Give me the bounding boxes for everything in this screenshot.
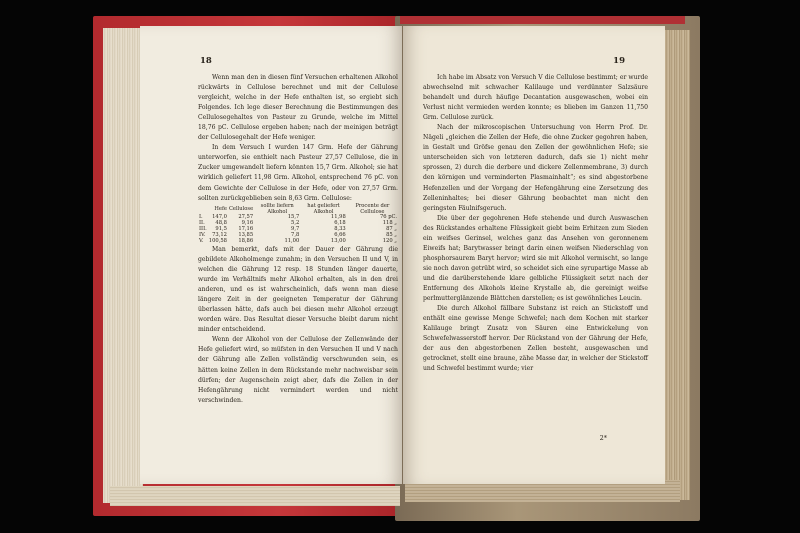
results-table (198, 204, 398, 245)
paragraph: Man bemerkt, dafs mit der Dauer der Gährung die gebildete Alkoholmenge zunahm; in den Versuchen II und V, in welchen die Gährung 12 resp. 18 Stunden länger dauerte, wurde im Verhältnifs mehr Alkohol erhalten, als in den drei anderen, und es ist wahrscheinlich, dafs wenn man diese längere Zeit in der geeigneten Temperatur der Gährung überlassen hätte, dafs auch bei diesen mehr Alkohol erzeugt worden wäre. Das Resultat dieser Versuche bleibt darum nicht minder entscheidend. (198, 245, 398, 334)
table-header: Hefe (214, 205, 227, 212)
paragraph: Wenn man den in diesen fünf Versuchen erhaltenen Alkohol rückwärts in Cellulose berechnet und mit der Cellulose vergleicht, welche in der Hefe enthalten ist, so ergiebt sich Folgendes. Ich lege dieser Berechnung die Bestimmungen des Cellulosegehaltes von Pasteur zu Grunde, welche im Mittel 18,76 pC. Cellulose ergeben haben; nach der meinigen beträgt der Cellulosegehalt der Hefe weniger. (198, 74, 398, 142)
table-header: Procente der Cellulose (355, 202, 390, 215)
table-cell: 13,00 (330, 238, 346, 245)
table-cell: 15,7 (287, 214, 300, 221)
page-number: 18 (200, 56, 212, 66)
page-edges-bottom-left (110, 486, 400, 506)
paragraph: Wenn der Alkohol von der Cellulose der Zellenwände der Hefe geliefert wird, so müfsten in den Versuchen II und V nach der Gährung alle Zellen vollständig verschwunden sein, es hätten keine Zellen in dem Rückstande mehr nachweisbar sein dürfen; der Augenschein zeigt aber, dafs die Zellen in der Hefengährung nicht vermindert werden und nicht verschwinden. (198, 336, 398, 404)
table-cell: 11,98 (330, 214, 346, 221)
signature-mark: 2* (599, 434, 607, 442)
left-page-text (198, 73, 398, 406)
table-cell: 27,57 (238, 214, 254, 221)
table-cell: 18,86 (238, 238, 254, 245)
page-edges-left (103, 28, 143, 503)
table-cell: 6,18 (334, 220, 346, 227)
table-cell: 9,7 (291, 226, 300, 233)
table-cell: I. (199, 214, 203, 221)
table-cell: 7,8 (291, 232, 300, 239)
table-cell: III. (199, 226, 207, 233)
table-cell: 73,12 (212, 232, 227, 239)
paragraph: In dem Versuch I wurden 147 Grm. Hefe der Gährung unterworfen, sie enthielt nach Pasteur 27,57 Cellulose, die in Zucker umgewandelt liefern könnten 15,7 Grm. Alkohol; sie hat wirklich geliefert 11,98 Grm. Alkohol, entsprechend 76 pC. von dem Gewichte der Cellulose in der Hefe, oder von 27,57 Grm. sollten zurückgeblieben sein 8,63 Grm. Cellulose: (198, 144, 398, 202)
right-page (403, 26, 665, 484)
table-cell: 87 „ (386, 226, 397, 233)
table-cell: 85 „ (386, 232, 397, 239)
table-cell: 91,5 (215, 226, 227, 233)
table-cell: 17,16 (238, 226, 254, 233)
page-number: 19 (613, 56, 625, 66)
table-cell: II. (199, 220, 205, 227)
table-header: sollte liefern Alkohol (260, 202, 294, 215)
table-cell: 100,58 (208, 238, 227, 245)
left-page (140, 26, 402, 484)
table-cell: 118 „ (382, 220, 397, 227)
table-cell: 8,33 (334, 226, 346, 233)
table-cell: 11,00 (284, 238, 300, 245)
table-cell: 147,0 (212, 214, 227, 221)
table-header: Cellulose (228, 205, 254, 212)
table-header: hat geliefert Alkohol (307, 202, 340, 215)
paragraph: Die über der gegohrenen Hefe stehende und durch Auswaschen des Rückstandes erhaltene Flüssigkeit giebt beim Erhitzen zum Sieden ein weifses Gerinsel, welches ganz das Ansehen von geronnenem Eiweifs hat; Barytwasser bringt darin einen weifsen Niederschlag von phosphorsaurem Baryt hervor; wird sie mit Alkohol vermischt, so lange sie noch davon getrübt wird, so scheidet sich eine syrupartige Masse ab und die darüberstehende klare gelbliche Flüssigkeit setzt nach der Entfernung des Alkohols kleine Krystalle ab, die gereinigt weifse perlmutterglänzende Blättchen darstellen; es ist gewöhnliches Leucin. (423, 214, 648, 303)
table-cell: 9,16 (241, 220, 254, 227)
paragraph: Die durch Alkohol fällbare Substanz ist reich an Stickstoff und enthält eine gewisse Menge Schwefel; nach dem Kochen mit starker Kalilauge bringt Zusatz von Säuren eine Entwickelung von Schwefelwasserstoff hervor. Der Rückstand von der Gährung der Hefe, der aus den abgestorbenen Zellen besteht, ausgewaschen und getrocknet, stellt eine braune, zähe Masse dar, in welcher der Stickstoff und Schwefel bestimmt wurde; vier (423, 305, 648, 373)
table-cell: V. (199, 238, 204, 245)
paragraph: Ich habe im Absatz von Versuch V die Cellulose bestimmt; er wurde abwechselnd mit schwacher Kalilauge und verdünnter Salzsäure behandelt und durch häufige Decantation ausgewaschen, wobei ein Verlust nicht vermieden werden konnte; es blieben im Ganzen 11,750 Grm. Cellulose zurück. (423, 74, 648, 122)
table-cell: 120 „ (382, 238, 397, 245)
table-cell: 6,66 (334, 232, 346, 239)
table-cell: 76 pC. (379, 214, 397, 221)
table-cell: 5,2 (291, 220, 300, 227)
table-cell: 13,85 (238, 232, 254, 239)
table-cell: IV. (199, 232, 206, 239)
book-cover-edge (400, 16, 685, 24)
paragraph: Nach der mikroscopischen Untersuchung von Herrn Prof. Dr. Nägeli „gleichen die Zellen der Hefe, die ohne Zucker gegohren haben, in Gestalt und Gröfse genau den Zellen der gewöhnlichen Hefe; sie unterscheiden sich von letzteren dadurch, dafs sie 1) nicht mehr sprossen, 2) durch die derbere und dickere Zellenmembrane, 3) durch den körnigen und verminderten Plasmainhalt“; es sind abgestorbene Hefenzellen und der Vorgang der Hefengährung eine Zersetzung des Zelleninhaltes; bei dieser Gährung beobachtet man nicht den geringsten Fäulnifsgeruch. (423, 124, 648, 212)
table-cell: 48,8 (215, 220, 227, 227)
right-page-text (423, 73, 648, 374)
